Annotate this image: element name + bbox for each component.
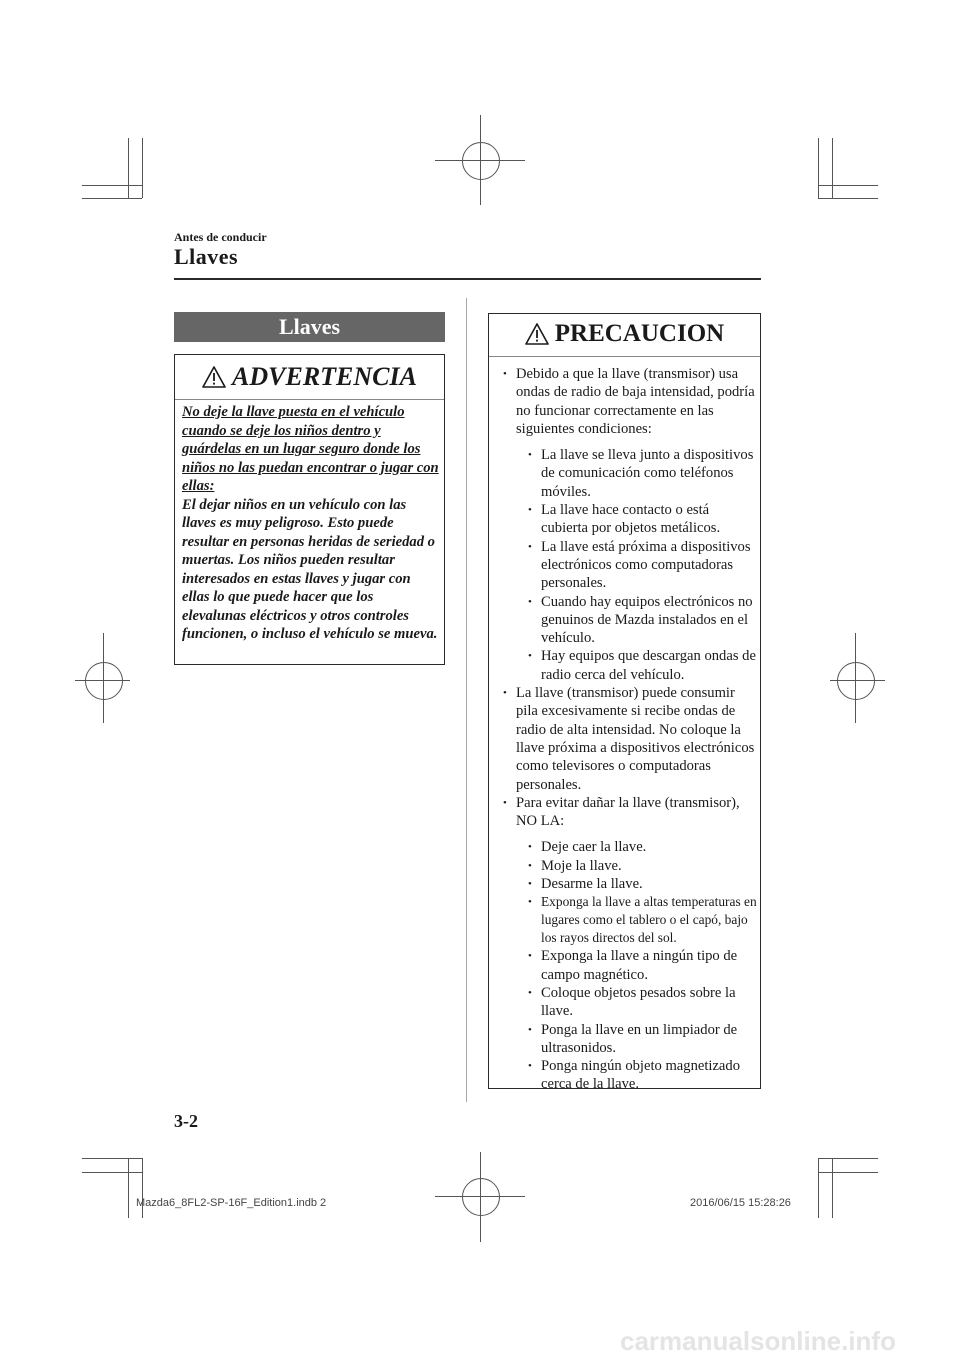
caution-subitem: • Coloque objetos pesados sobre la llave.	[528, 984, 758, 1021]
caution-subitem: • Exponga la llave a ningún tipo de campo magnético.	[528, 947, 758, 984]
warning-body	[182, 403, 440, 644]
page-number: 3-2	[174, 1111, 198, 1131]
caution-item: • La llave (transmisor) puede consumir pila excesivamente si recibe ondas de radio de alta intensidad. No coloque la llave próxima a dispositivos electrónicos como televisores o computadoras personales.	[503, 684, 758, 794]
caution-title: PRECAUCION	[554, 320, 725, 347]
warning-triangle-icon	[202, 366, 226, 388]
caution-subitem: • Hay equipos que descargan ondas de radio cerca del vehículo.	[528, 647, 758, 684]
warning-text: El dejar niños en un vehículo con las llaves es muy peligroso. Esto puede resultar en personas heridas de seriedad o muertas. Los niños pueden resultar interesados en estas llaves y jugar con ellas lo que puede hacer que los elevalunas eléctricos y otros controles funcionen, o incluso el vehículo se mueva.	[182, 496, 438, 642]
caution-subitem: • Ponga la llave en un limpiador de ultrasonidos.	[528, 1021, 758, 1058]
caution-box	[488, 313, 761, 1093]
warning-box	[174, 354, 445, 665]
caution-subitem: • Exponga la llave a altas temperaturas en lugares como el tablero o el capó, bajo los rayos directos del sol.	[528, 893, 758, 947]
caution-subitem: • Ponga ningún objeto magnetizado cerca de la llave.	[528, 1057, 758, 1094]
warning-header	[175, 355, 444, 400]
caution-subitem: • La llave está próxima a dispositivos electrónicos como computadoras personales.	[528, 538, 758, 593]
caution-body	[503, 365, 758, 1094]
caution-subitem: • Moje la llave.	[528, 857, 758, 875]
footer-file-name: Mazda6_8FL2-SP-16F_Edition1.indb 2	[136, 1197, 327, 1209]
column-divider	[466, 298, 467, 1102]
header-rule	[174, 278, 761, 280]
watermark: carmanualsonline.info	[620, 1326, 896, 1356]
warning-triangle-icon	[525, 323, 549, 345]
caution-subitem: • Cuando hay equipos electrónicos no genuinos de Mazda instalados en el vehículo.	[528, 593, 758, 648]
caution-subitem: • Desarme la llave.	[528, 875, 758, 893]
caution-item	[503, 365, 758, 684]
caution-subitem: • La llave hace contacto o está cubierta por objetos metálicos.	[528, 501, 758, 538]
caution-subitem: • Deje caer la llave.	[528, 838, 758, 856]
caution-subitem: • La llave se lleva junto a dispositivos de comunicación como teléfonos móviles.	[528, 446, 758, 501]
footer-timestamp: 2016/06/15 15:28:26	[690, 1197, 791, 1209]
warning-title: ADVERTENCIA	[232, 362, 417, 391]
page-title: Llaves	[174, 244, 239, 269]
caution-header	[489, 314, 760, 357]
caution-sublist	[528, 838, 758, 1093]
caution-item-text: Debido a que la llave (transmisor) usa ondas de radio de baja intensidad, podría no funcionar correctamente en las siguientes condiciones:	[516, 366, 755, 437]
caution-item	[503, 794, 758, 1094]
warning-underlined-text: No deje la llave puesta en el vehículo cuando se deje los niños dentro y guárdelas en un lugar seguro donde los niños no las puedan encontrar o jugar con ellas:	[182, 404, 439, 494]
breadcrumb: Antes de conducir	[174, 230, 267, 244]
caution-item-text: Para evitar dañar la llave (transmisor), NO LA:	[516, 794, 740, 830]
caution-sublist	[528, 446, 758, 684]
section-title: Llaves	[174, 312, 445, 342]
